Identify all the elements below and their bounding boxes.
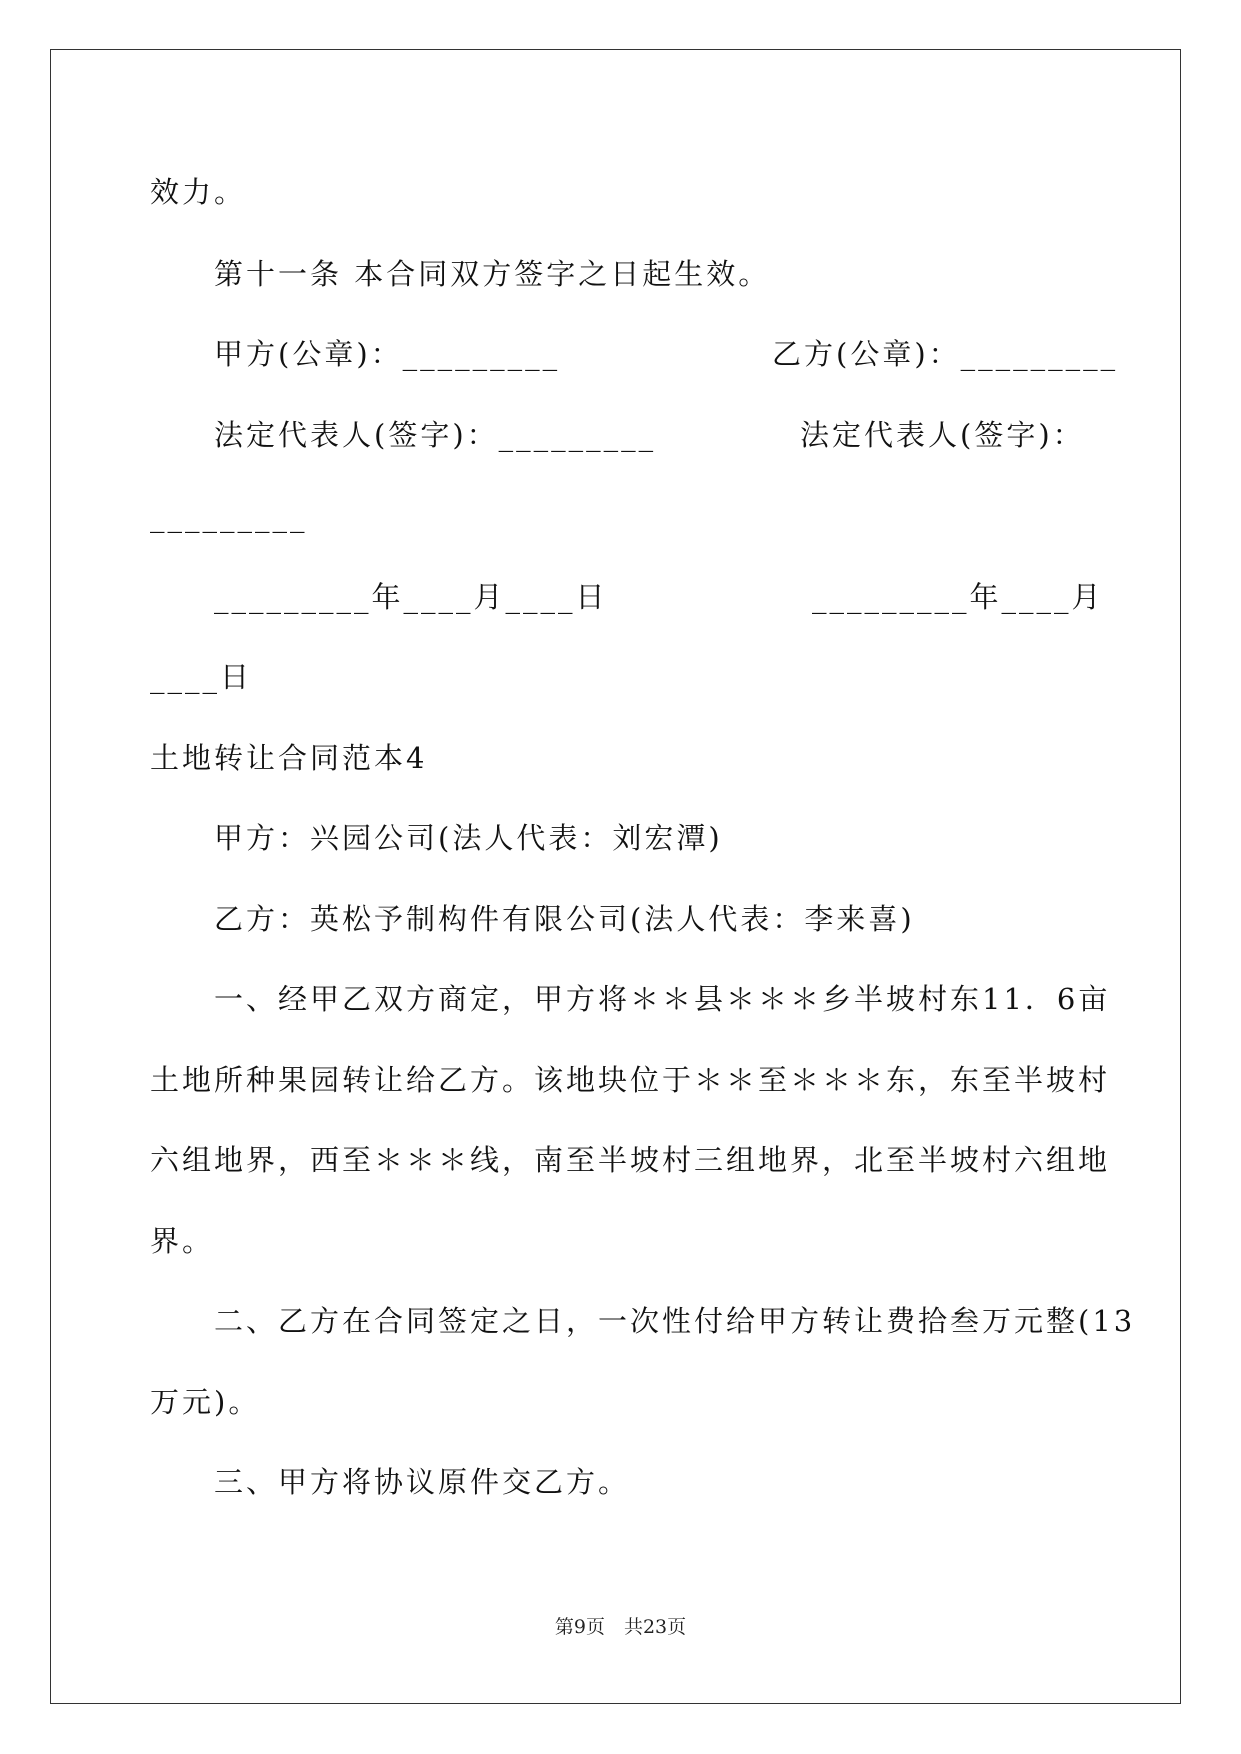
clause-1-cont: 土地所种果园转让给乙方。该地块位于＊＊至＊＊＊东，东至半坡村 [150, 1063, 1111, 1097]
page-border [50, 49, 1181, 1704]
party-b-date-day: ____日 [150, 660, 253, 694]
party-b-date: _________年____月 [812, 580, 1104, 614]
party-a: 甲方：兴园公司(法人代表：刘宏潭) [214, 821, 723, 855]
party-a-seal: 甲方(公章)：_________ [214, 337, 561, 371]
signature-blank: _________ [150, 499, 308, 533]
section-title: 土地转让合同范本4 [150, 741, 428, 775]
party-b-seal: 乙方(公章)：_________ [772, 337, 1119, 371]
clause-2-end: 万元)。 [150, 1385, 261, 1419]
text-line: 效力。 [150, 175, 247, 209]
party-b: 乙方：英松予制构件有限公司(法人代表：李来喜) [214, 902, 915, 936]
clause-1-end: 界。 [150, 1224, 215, 1258]
party-a-representative: 法定代表人(签字)：_________ [214, 418, 657, 452]
clause-3: 三、甲方将协议原件交乙方。 [214, 1465, 631, 1499]
article-11: 第十一条 本合同双方签字之日起生效。 [214, 257, 771, 291]
clause-2: 二、乙方在合同签定之日，一次性付给甲方转让费拾叁万元整(13 [214, 1304, 1136, 1338]
clause-1-cont: 六组地界，西至＊＊＊线，南至半坡村三组地界，北至半坡村六组地 [150, 1143, 1111, 1177]
party-b-representative: 法定代表人(签字)： [800, 418, 1085, 452]
clause-1: 一、经甲乙双方商定，甲方将＊＊县＊＊＊乡半坡村东11．6亩 [214, 982, 1111, 1016]
page-number: 第9页 共23页 [554, 1616, 687, 1638]
party-a-date: _________年____月____日 [214, 580, 608, 614]
